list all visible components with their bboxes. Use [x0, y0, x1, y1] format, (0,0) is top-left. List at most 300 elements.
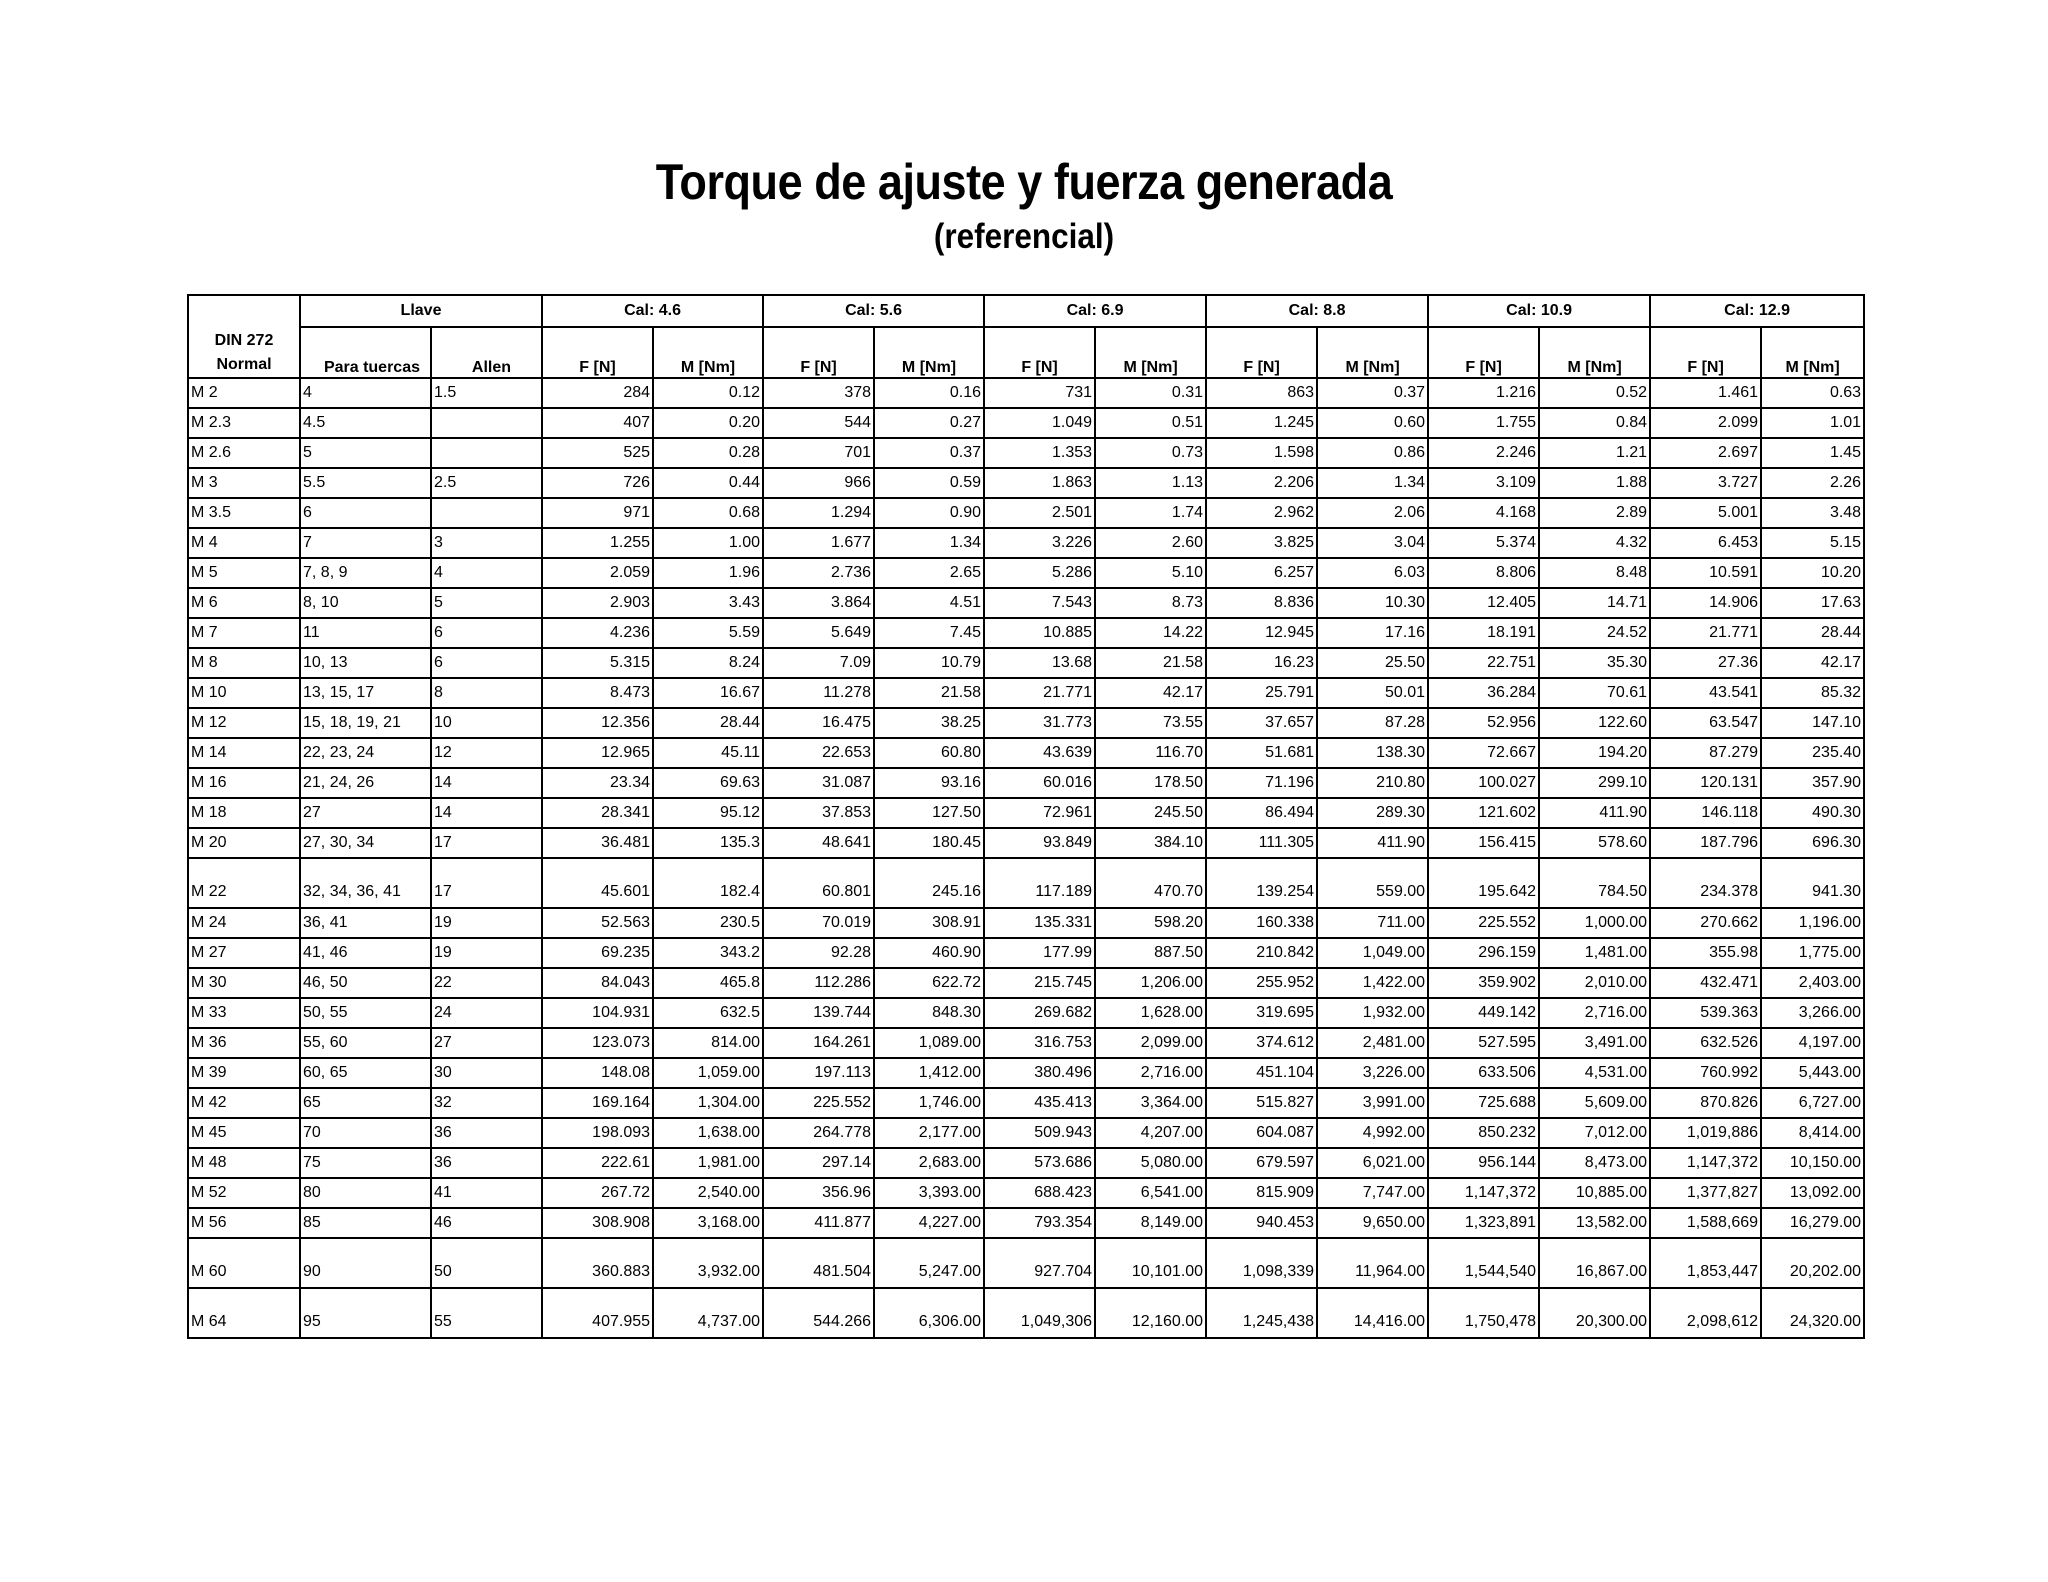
- moment-cell: 35.30: [1539, 648, 1650, 678]
- force-cell: 37.657: [1206, 708, 1317, 738]
- size-cell: M 48: [188, 1148, 300, 1178]
- moment-cell: 10,885.00: [1539, 1178, 1650, 1208]
- tuercas-cell: 32, 34, 36, 41: [300, 858, 431, 908]
- moment-cell: 1,089.00: [874, 1028, 984, 1058]
- moment-cell: 6,727.00: [1761, 1088, 1864, 1118]
- force-cell: 1.755: [1428, 408, 1539, 438]
- force-cell: 6.257: [1206, 558, 1317, 588]
- moment-cell: 10.20: [1761, 558, 1864, 588]
- moment-cell: 0.86: [1317, 438, 1428, 468]
- moment-cell: 7,747.00: [1317, 1178, 1428, 1208]
- table-body: [188, 378, 1864, 1338]
- moment-cell: 28.44: [653, 708, 763, 738]
- moment-cell: 1,628.00: [1095, 998, 1206, 1028]
- table-row: [188, 1118, 1864, 1148]
- force-cell: 5.286: [984, 558, 1095, 588]
- force-cell: 407: [542, 408, 653, 438]
- moment-cell: 1,481.00: [1539, 938, 1650, 968]
- moment-cell: 1,981.00: [653, 1148, 763, 1178]
- force-cell: 1.294: [763, 498, 874, 528]
- moment-cell: 3.48: [1761, 498, 1864, 528]
- force-cell: 1.255: [542, 528, 653, 558]
- moment-cell: 93.16: [874, 768, 984, 798]
- moment-cell: 5,247.00: [874, 1238, 984, 1288]
- allen-cell: 22: [431, 968, 542, 998]
- moment-cell: 3,226.00: [1317, 1058, 1428, 1088]
- moment-header: M [Nm]: [1761, 327, 1864, 378]
- force-cell: 449.142: [1428, 998, 1539, 1028]
- force-cell: 7.09: [763, 648, 874, 678]
- tuercas-cell: 10, 13: [300, 648, 431, 678]
- force-cell: 525: [542, 438, 653, 468]
- force-cell: 539.363: [1650, 998, 1761, 1028]
- force-cell: 632.526: [1650, 1028, 1761, 1058]
- page-title: Torque de ajuste y fuerza generada: [655, 154, 1393, 210]
- force-cell: 2.059: [542, 558, 653, 588]
- force-cell: 1.461: [1650, 378, 1761, 408]
- force-cell: 10.591: [1650, 558, 1761, 588]
- tuercas-cell: 13, 15, 17: [300, 678, 431, 708]
- moment-cell: 0.27: [874, 408, 984, 438]
- moment-cell: 6,541.00: [1095, 1178, 1206, 1208]
- force-cell: 701: [763, 438, 874, 468]
- moment-cell: 1.88: [1539, 468, 1650, 498]
- moment-cell: 17.16: [1317, 618, 1428, 648]
- moment-cell: 3,393.00: [874, 1178, 984, 1208]
- allen-cell: 36: [431, 1148, 542, 1178]
- moment-cell: 116.70: [1095, 738, 1206, 768]
- tuercas-cell: 21, 24, 26: [300, 768, 431, 798]
- moment-cell: 182.4: [653, 858, 763, 908]
- force-cell: 927.704: [984, 1238, 1095, 1288]
- size-cell: M 3.5: [188, 498, 300, 528]
- moment-cell: 4,737.00: [653, 1288, 763, 1338]
- moment-cell: 50.01: [1317, 678, 1428, 708]
- force-cell: 2.903: [542, 588, 653, 618]
- size-cell: M 60: [188, 1238, 300, 1288]
- moment-cell: 2.65: [874, 558, 984, 588]
- force-cell: 225.552: [763, 1088, 874, 1118]
- tuercas-cell: 50, 55: [300, 998, 431, 1028]
- tuercas-cell: 6: [300, 498, 431, 528]
- size-cell: M 20: [188, 828, 300, 858]
- force-cell: 14.906: [1650, 588, 1761, 618]
- moment-cell: 14.71: [1539, 588, 1650, 618]
- tuercas-cell: 27: [300, 798, 431, 828]
- moment-cell: 470.70: [1095, 858, 1206, 908]
- moment-cell: 16,279.00: [1761, 1208, 1864, 1238]
- moment-cell: 45.11: [653, 738, 763, 768]
- force-cell: 52.563: [542, 908, 653, 938]
- force-cell: 37.853: [763, 798, 874, 828]
- moment-cell: 3.04: [1317, 528, 1428, 558]
- moment-cell: 622.72: [874, 968, 984, 998]
- size-cell: M 12: [188, 708, 300, 738]
- moment-cell: 4,197.00: [1761, 1028, 1864, 1058]
- header-row-units: [188, 327, 1864, 378]
- size-cell: M 6: [188, 588, 300, 618]
- force-cell: 198.093: [542, 1118, 653, 1148]
- force-cell: 633.506: [1428, 1058, 1539, 1088]
- force-cell: 2.501: [984, 498, 1095, 528]
- moment-cell: 7.45: [874, 618, 984, 648]
- moment-cell: 1,422.00: [1317, 968, 1428, 998]
- allen-cell: 50: [431, 1238, 542, 1288]
- moment-cell: 299.10: [1539, 768, 1650, 798]
- moment-cell: 1.01: [1761, 408, 1864, 438]
- moment-cell: 2,716.00: [1095, 1058, 1206, 1088]
- force-cell: 215.745: [984, 968, 1095, 998]
- allen-cell: 14: [431, 798, 542, 828]
- force-cell: 2.697: [1650, 438, 1761, 468]
- force-cell: 104.931: [542, 998, 653, 1028]
- force-cell: 3.226: [984, 528, 1095, 558]
- allen-cell: 6: [431, 648, 542, 678]
- moment-cell: 0.37: [1317, 378, 1428, 408]
- force-cell: 316.753: [984, 1028, 1095, 1058]
- moment-cell: 1,000.00: [1539, 908, 1650, 938]
- force-cell: 726: [542, 468, 653, 498]
- moment-cell: 24.52: [1539, 618, 1650, 648]
- moment-cell: 6,021.00: [1317, 1148, 1428, 1178]
- moment-cell: 343.2: [653, 938, 763, 968]
- size-cell: M 33: [188, 998, 300, 1028]
- size-cell: M 10: [188, 678, 300, 708]
- moment-cell: 0.90: [874, 498, 984, 528]
- size-cell: M 30: [188, 968, 300, 998]
- moment-cell: 135.3: [653, 828, 763, 858]
- allen-cell: 6: [431, 618, 542, 648]
- force-cell: 117.189: [984, 858, 1095, 908]
- moment-cell: 8,414.00: [1761, 1118, 1864, 1148]
- moment-cell: 1,775.00: [1761, 938, 1864, 968]
- grade-header: Cal: 10.9: [1428, 295, 1650, 327]
- force-cell: 481.504: [763, 1238, 874, 1288]
- torque-table: [187, 294, 1865, 1339]
- force-cell: 139.254: [1206, 858, 1317, 908]
- moment-cell: 10.79: [874, 648, 984, 678]
- moment-cell: 21.58: [874, 678, 984, 708]
- moment-cell: 1.21: [1539, 438, 1650, 468]
- force-cell: 8.836: [1206, 588, 1317, 618]
- grade-header: Cal: 8.8: [1206, 295, 1428, 327]
- force-cell: 222.61: [542, 1148, 653, 1178]
- moment-cell: 20,300.00: [1539, 1288, 1650, 1338]
- size-cell: M 7: [188, 618, 300, 648]
- moment-cell: 0.16: [874, 378, 984, 408]
- moment-cell: 384.10: [1095, 828, 1206, 858]
- moment-cell: 490.30: [1761, 798, 1864, 828]
- allen-cell: 17: [431, 828, 542, 858]
- force-cell: 60.016: [984, 768, 1095, 798]
- tuercas-cell: 41, 46: [300, 938, 431, 968]
- force-cell: 8.473: [542, 678, 653, 708]
- tuercas-cell: 85: [300, 1208, 431, 1238]
- force-cell: 380.496: [984, 1058, 1095, 1088]
- tuercas-cell: 90: [300, 1238, 431, 1288]
- moment-cell: 14,416.00: [1317, 1288, 1428, 1338]
- allen-cell: 4: [431, 558, 542, 588]
- grade-header: Cal: 5.6: [763, 295, 984, 327]
- tuercas-cell: 7, 8, 9: [300, 558, 431, 588]
- para-tuercas-header: Para tuercas: [300, 327, 431, 378]
- size-cell: M 8: [188, 648, 300, 678]
- force-cell: 3.825: [1206, 528, 1317, 558]
- moment-cell: 5.59: [653, 618, 763, 648]
- force-cell: 93.849: [984, 828, 1095, 858]
- table-row: [188, 1028, 1864, 1058]
- size-cell: M 56: [188, 1208, 300, 1238]
- force-cell: 1.049: [984, 408, 1095, 438]
- force-cell: 12.356: [542, 708, 653, 738]
- moment-cell: 1.00: [653, 528, 763, 558]
- moment-cell: 12,160.00: [1095, 1288, 1206, 1338]
- moment-cell: 127.50: [874, 798, 984, 828]
- moment-cell: 16,867.00: [1539, 1238, 1650, 1288]
- moment-cell: 1.34: [874, 528, 984, 558]
- moment-cell: 1,196.00: [1761, 908, 1864, 938]
- allen-cell: 46: [431, 1208, 542, 1238]
- moment-cell: 2,177.00: [874, 1118, 984, 1148]
- moment-cell: 28.44: [1761, 618, 1864, 648]
- force-cell: 940.453: [1206, 1208, 1317, 1238]
- force-cell: 86.494: [1206, 798, 1317, 828]
- force-cell: 28.341: [542, 798, 653, 828]
- force-cell: 793.354: [984, 1208, 1095, 1238]
- size-cell: M 36: [188, 1028, 300, 1058]
- force-cell: 407.955: [542, 1288, 653, 1338]
- force-cell: 52.956: [1428, 708, 1539, 738]
- force-cell: 1,588,669: [1650, 1208, 1761, 1238]
- moment-cell: 0.84: [1539, 408, 1650, 438]
- force-cell: 2.962: [1206, 498, 1317, 528]
- force-cell: 3.727: [1650, 468, 1761, 498]
- moment-cell: 0.31: [1095, 378, 1206, 408]
- force-cell: 966: [763, 468, 874, 498]
- force-cell: 69.235: [542, 938, 653, 968]
- moment-cell: 1,638.00: [653, 1118, 763, 1148]
- moment-cell: 1.13: [1095, 468, 1206, 498]
- force-cell: 411.877: [763, 1208, 874, 1238]
- force-cell: 6.453: [1650, 528, 1761, 558]
- size-cell: M 2: [188, 378, 300, 408]
- moment-cell: 85.32: [1761, 678, 1864, 708]
- moment-cell: 357.90: [1761, 768, 1864, 798]
- force-cell: 284: [542, 378, 653, 408]
- force-cell: 515.827: [1206, 1088, 1317, 1118]
- moment-cell: 0.59: [874, 468, 984, 498]
- moment-cell: 3,491.00: [1539, 1028, 1650, 1058]
- size-cell: M 2.3: [188, 408, 300, 438]
- force-cell: 160.338: [1206, 908, 1317, 938]
- allen-cell: 17: [431, 858, 542, 908]
- force-cell: 2.736: [763, 558, 874, 588]
- moment-cell: 8,473.00: [1539, 1148, 1650, 1178]
- moment-cell: 10.30: [1317, 588, 1428, 618]
- moment-cell: 42.17: [1761, 648, 1864, 678]
- table-row: [188, 1288, 1864, 1338]
- moment-cell: 2,683.00: [874, 1148, 984, 1178]
- force-cell: 269.682: [984, 998, 1095, 1028]
- force-cell: 356.96: [763, 1178, 874, 1208]
- force-cell: 870.826: [1650, 1088, 1761, 1118]
- force-cell: 27.36: [1650, 648, 1761, 678]
- moment-cell: 0.63: [1761, 378, 1864, 408]
- force-cell: 1,147,372: [1650, 1148, 1761, 1178]
- force-cell: 544.266: [763, 1288, 874, 1338]
- moment-cell: 711.00: [1317, 908, 1428, 938]
- tuercas-cell: 22, 23, 24: [300, 738, 431, 768]
- moment-cell: 598.20: [1095, 908, 1206, 938]
- moment-cell: 4,207.00: [1095, 1118, 1206, 1148]
- moment-cell: 194.20: [1539, 738, 1650, 768]
- allen-cell: 14: [431, 768, 542, 798]
- moment-cell: 1.96: [653, 558, 763, 588]
- table-row: [188, 998, 1864, 1028]
- tuercas-cell: 55, 60: [300, 1028, 431, 1058]
- moment-cell: 25.50: [1317, 648, 1428, 678]
- table-row: [188, 708, 1864, 738]
- force-cell: 13.68: [984, 648, 1095, 678]
- force-cell: 1,323,891: [1428, 1208, 1539, 1238]
- moment-cell: 147.10: [1761, 708, 1864, 738]
- size-cell: M 27: [188, 938, 300, 968]
- moment-cell: 178.50: [1095, 768, 1206, 798]
- tuercas-cell: 5.5: [300, 468, 431, 498]
- size-cell: M 39: [188, 1058, 300, 1088]
- force-cell: 87.279: [1650, 738, 1761, 768]
- moment-cell: 13,582.00: [1539, 1208, 1650, 1238]
- allen-cell: 1.5: [431, 378, 542, 408]
- force-cell: 4.236: [542, 618, 653, 648]
- moment-cell: 1,049.00: [1317, 938, 1428, 968]
- force-cell: 31.087: [763, 768, 874, 798]
- force-cell: 148.08: [542, 1058, 653, 1088]
- force-cell: 267.72: [542, 1178, 653, 1208]
- moment-cell: 4,227.00: [874, 1208, 984, 1238]
- tuercas-cell: 75: [300, 1148, 431, 1178]
- moment-header: M [Nm]: [1317, 327, 1428, 378]
- force-cell: 3.864: [763, 588, 874, 618]
- size-cell: M 52: [188, 1178, 300, 1208]
- force-cell: 308.908: [542, 1208, 653, 1238]
- din-header-line1: DIN 272: [214, 332, 274, 349]
- force-cell: 12.405: [1428, 588, 1539, 618]
- force-cell: 1,019,886: [1650, 1118, 1761, 1148]
- force-cell: 1,098,339: [1206, 1238, 1317, 1288]
- force-cell: 604.087: [1206, 1118, 1317, 1148]
- moment-cell: 1,412.00: [874, 1058, 984, 1088]
- force-cell: 2.206: [1206, 468, 1317, 498]
- moment-cell: 2,481.00: [1317, 1028, 1428, 1058]
- size-cell: M 5: [188, 558, 300, 588]
- moment-cell: 5.15: [1761, 528, 1864, 558]
- table-row: [188, 498, 1864, 528]
- moment-cell: 632.5: [653, 998, 763, 1028]
- allen-cell: 24: [431, 998, 542, 1028]
- table-row: [188, 648, 1864, 678]
- force-cell: 264.778: [763, 1118, 874, 1148]
- force-cell: 18.191: [1428, 618, 1539, 648]
- moment-cell: 60.80: [874, 738, 984, 768]
- allen-cell: 41: [431, 1178, 542, 1208]
- table-row: [188, 828, 1864, 858]
- table-row: [188, 378, 1864, 408]
- force-cell: 72.961: [984, 798, 1095, 828]
- force-cell: 1,147,372: [1428, 1178, 1539, 1208]
- moment-cell: 8.48: [1539, 558, 1650, 588]
- force-cell: 319.695: [1206, 998, 1317, 1028]
- grade-header: Cal: 4.6: [542, 295, 763, 327]
- moment-cell: 941.30: [1761, 858, 1864, 908]
- force-cell: 679.597: [1206, 1148, 1317, 1178]
- allen-cell: 27: [431, 1028, 542, 1058]
- table-row: [188, 438, 1864, 468]
- moment-cell: 4,531.00: [1539, 1058, 1650, 1088]
- moment-cell: 8.24: [653, 648, 763, 678]
- moment-cell: 6.03: [1317, 558, 1428, 588]
- force-cell: 177.99: [984, 938, 1095, 968]
- tuercas-cell: 60, 65: [300, 1058, 431, 1088]
- force-cell: 1.353: [984, 438, 1095, 468]
- moment-cell: 2.06: [1317, 498, 1428, 528]
- force-cell: 10.885: [984, 618, 1095, 648]
- allen-cell: 3: [431, 528, 542, 558]
- allen-cell: 8: [431, 678, 542, 708]
- moment-cell: 4.32: [1539, 528, 1650, 558]
- moment-cell: 289.30: [1317, 798, 1428, 828]
- size-cell: M 22: [188, 858, 300, 908]
- table-row: [188, 588, 1864, 618]
- moment-cell: 9,650.00: [1317, 1208, 1428, 1238]
- force-header: F [N]: [1428, 327, 1539, 378]
- moment-cell: 0.68: [653, 498, 763, 528]
- force-cell: 2.246: [1428, 438, 1539, 468]
- force-cell: 255.952: [1206, 968, 1317, 998]
- moment-cell: 24,320.00: [1761, 1288, 1864, 1338]
- moment-cell: 13,092.00: [1761, 1178, 1864, 1208]
- moment-cell: 20,202.00: [1761, 1238, 1864, 1288]
- moment-cell: 42.17: [1095, 678, 1206, 708]
- force-cell: 297.14: [763, 1148, 874, 1178]
- moment-cell: 8.73: [1095, 588, 1206, 618]
- force-cell: 92.28: [763, 938, 874, 968]
- moment-cell: 87.28: [1317, 708, 1428, 738]
- force-cell: 7.543: [984, 588, 1095, 618]
- moment-cell: 308.91: [874, 908, 984, 938]
- force-cell: 2.099: [1650, 408, 1761, 438]
- header-row-groups: [188, 295, 1864, 327]
- moment-cell: 11,964.00: [1317, 1238, 1428, 1288]
- force-cell: 71.196: [1206, 768, 1317, 798]
- force-cell: 195.642: [1428, 858, 1539, 908]
- llave-header: Llave: [300, 295, 542, 327]
- force-cell: 43.639: [984, 738, 1095, 768]
- force-cell: 1.863: [984, 468, 1095, 498]
- moment-header: M [Nm]: [653, 327, 763, 378]
- table-row: [188, 938, 1864, 968]
- moment-cell: 4,992.00: [1317, 1118, 1428, 1148]
- table-row: [188, 858, 1864, 908]
- moment-cell: 230.5: [653, 908, 763, 938]
- size-cell: M 18: [188, 798, 300, 828]
- moment-header: M [Nm]: [1539, 327, 1650, 378]
- moment-cell: 5,609.00: [1539, 1088, 1650, 1118]
- force-cell: 1,245,438: [1206, 1288, 1317, 1338]
- force-cell: 3.109: [1428, 468, 1539, 498]
- tuercas-cell: 70: [300, 1118, 431, 1148]
- force-cell: 21.771: [984, 678, 1095, 708]
